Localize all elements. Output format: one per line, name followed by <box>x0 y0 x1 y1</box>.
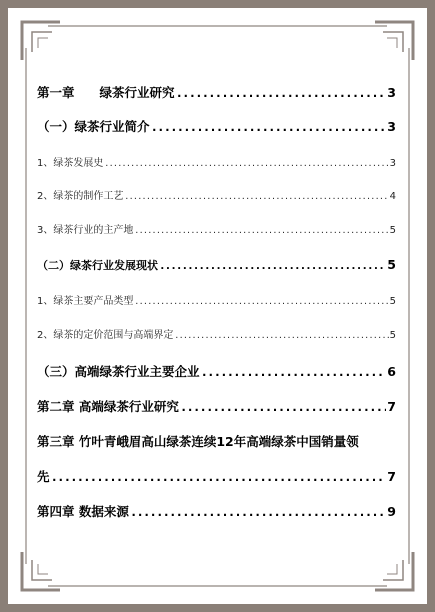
dot-leader <box>176 85 387 100</box>
toc-entry-title: （三）高端绿茶行业主要企业 <box>37 364 200 379</box>
toc-entry-title: 1、绿茶主要产品类型 <box>37 296 134 307</box>
toc-entry-title: 第四章 数据来源 <box>37 504 129 519</box>
toc-page-number: 5 <box>389 330 396 341</box>
toc-page-number: 3 <box>387 85 396 100</box>
dot-leader <box>130 504 386 519</box>
toc-entry-chapter-1[interactable] <box>37 83 396 101</box>
toc-entry-title: （一）绿茶行业简介 <box>37 119 150 134</box>
toc-entry-title-continued: 先 <box>37 469 50 484</box>
toc-entry-subsection-1-3[interactable] <box>37 221 396 236</box>
toc-page-number: 3 <box>387 119 396 134</box>
dot-leader <box>174 331 388 340</box>
dot-leader <box>124 192 388 201</box>
toc-page-number: 4 <box>389 191 396 202</box>
dot-leader <box>134 297 388 306</box>
toc-page-number: 7 <box>387 399 396 414</box>
toc-page-number: 5 <box>389 296 396 307</box>
dot-leader <box>104 159 388 168</box>
toc-entry-title: （二）绿茶行业发展现状 <box>37 259 158 272</box>
toc-entry-subsection-1-1[interactable] <box>37 154 396 169</box>
toc-entry-subsection-2-1[interactable] <box>37 292 396 307</box>
dot-leader <box>201 364 387 379</box>
dot-leader <box>180 399 386 414</box>
toc-entry-subsection-1-2[interactable] <box>37 187 396 202</box>
dot-leader <box>134 226 388 235</box>
toc-entry-title: 2、绿茶的制作工艺 <box>37 191 124 202</box>
document-page <box>8 8 427 604</box>
toc-entry-subsection-2-2[interactable] <box>37 326 396 341</box>
toc-entry-section-3[interactable] <box>37 362 396 380</box>
dot-leader <box>159 259 386 272</box>
toc-page-number: 5 <box>389 225 396 236</box>
dot-leader <box>51 469 387 484</box>
toc-page-number: 5 <box>387 257 396 272</box>
toc-page-number: 3 <box>389 158 396 169</box>
toc-page-number: 6 <box>387 364 396 379</box>
toc-entry-title: 3、绿茶行业的主产地 <box>37 225 134 236</box>
toc-entry-chapter-4[interactable] <box>37 502 396 520</box>
toc-page-number: 7 <box>387 469 396 484</box>
toc-entry-chapter-3-line-1[interactable] <box>37 432 396 450</box>
toc-entry-title: 第一章 绿茶行业研究 <box>37 85 175 100</box>
toc-entry-chapter-2[interactable] <box>37 397 396 415</box>
table-of-contents <box>8 8 427 604</box>
toc-entry-title: 1、绿茶发展史 <box>37 158 104 169</box>
toc-entry-title: 第三章 竹叶青峨眉高山绿茶连续12年高端绿茶中国销量领 <box>37 434 359 449</box>
toc-entry-title: 第二章 高端绿茶行业研究 <box>37 399 179 414</box>
toc-entry-title: 2、绿茶的定价范围与高端界定 <box>37 330 174 341</box>
toc-page-number: 9 <box>387 504 396 519</box>
toc-entry-section-2[interactable] <box>37 257 396 273</box>
toc-entry-chapter-3[interactable] <box>37 467 396 485</box>
toc-entry-section-1[interactable] <box>37 117 396 135</box>
dot-leader <box>151 119 387 134</box>
